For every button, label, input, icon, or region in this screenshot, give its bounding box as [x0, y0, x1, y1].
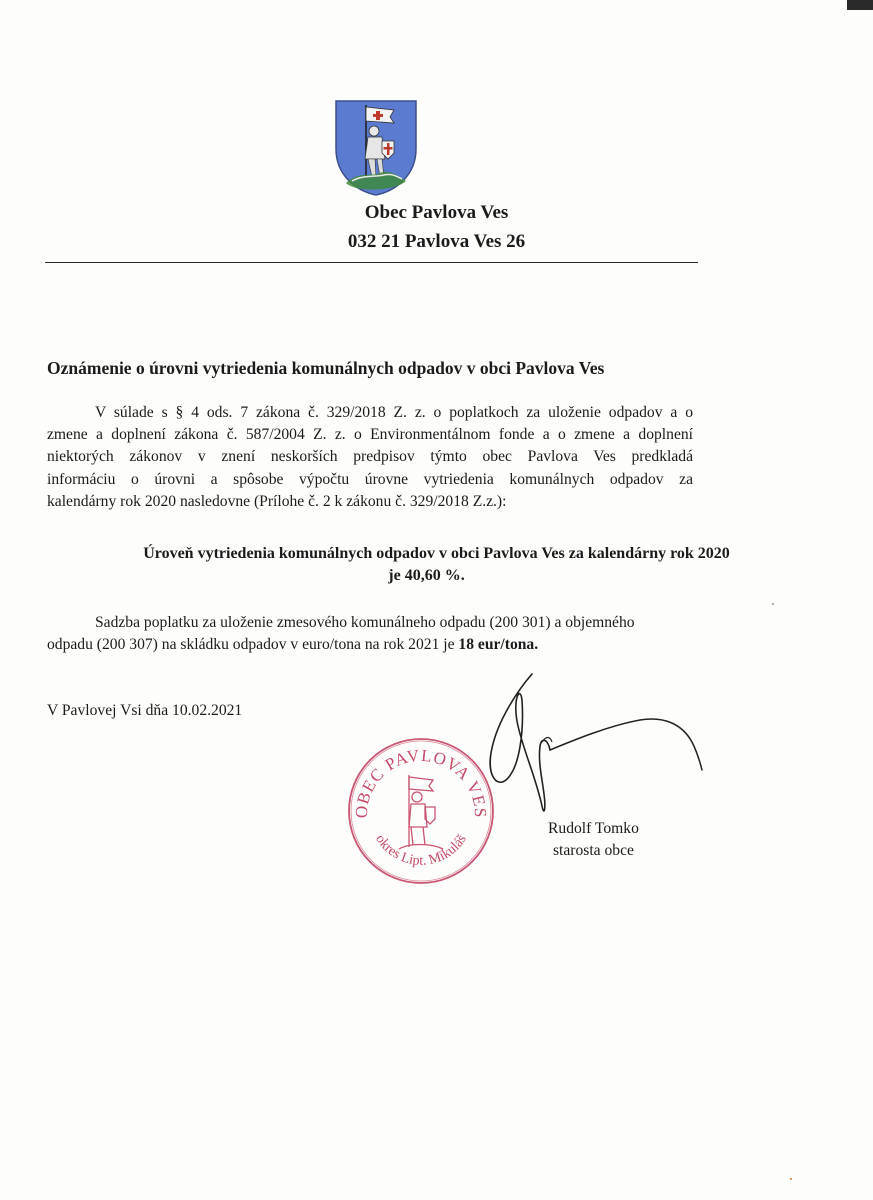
intro-line: niektorých zákonov v znení neskorších predpisov týmto obec Pavlova Ves predkladá	[47, 448, 693, 466]
signatory-block	[548, 818, 639, 862]
fee-amount: 18 eur/tona.	[458, 636, 539, 654]
coat-of-arms-emblem	[332, 97, 420, 197]
intro-line: informáciu o úrovni a spôsobe výpočtu úrovne vytriedenia komunálnych odpadov za	[47, 470, 693, 488]
fee-paragraph	[47, 612, 693, 656]
stamp-top-text: OBEC PAVLOVA VES	[351, 745, 491, 819]
fee-line-2	[47, 634, 693, 656]
intro-line: kalendárny rok 2020 nasledovne (Prílohe č. 2 k zákonu č. 329/2018 Z.z.):	[47, 492, 507, 510]
intro-line: V súlade s § 4 ods. 7 zákona č. 329/2018 Z. z. o poplatkoch za uloženie odpadov a o	[95, 404, 693, 421]
sorting-level-value: je 40,60 %.	[388, 567, 465, 584]
handwritten-signature	[478, 670, 708, 820]
fee-line-1: Sadzba poplatku za uloženie zmesového komunálneho odpadu (200 301) a objemného	[95, 614, 635, 631]
scan-edge-mark	[847, 0, 873, 10]
signatory-name: Rudolf Tomko	[548, 820, 639, 837]
signatory-role: starosta obce	[552, 842, 634, 859]
municipality-name: Obec Pavlova Ves	[364, 202, 509, 223]
official-stamp	[345, 735, 497, 887]
document-title: Oznámenie o úrovni vytriedenia komunálnych odpadov v obci Pavlova Ves	[47, 358, 605, 378]
scan-speck	[772, 603, 774, 605]
place-and-date: V Pavlovej Vsi dňa 10.02.2021	[47, 702, 243, 719]
fee-line-2-text: odpadu (200 307) na skládku odpadov v euro/tona na rok 2021 je	[47, 636, 459, 654]
intro-paragraph	[47, 402, 693, 513]
municipality-address: 032 21 Pavlova Ves 26	[347, 231, 526, 252]
scan-speck	[790, 1178, 792, 1180]
sorting-level-statement: Úroveň vytriedenia komunálnych odpadov v obci Pavlova Ves za kalendárny rok 2020	[143, 545, 730, 562]
header-divider	[45, 262, 698, 263]
svg-text:okres Lipt. Mikuláš	[372, 832, 470, 869]
stamp-knight-icon	[399, 775, 443, 849]
intro-line: zmene a doplnení zákona č. 587/2004 Z. z. o Environmentálnom fonde a o zmene a doplnení	[47, 426, 693, 444]
stamp-bottom-text: okres Lipt. Mikuláš	[372, 832, 470, 869]
